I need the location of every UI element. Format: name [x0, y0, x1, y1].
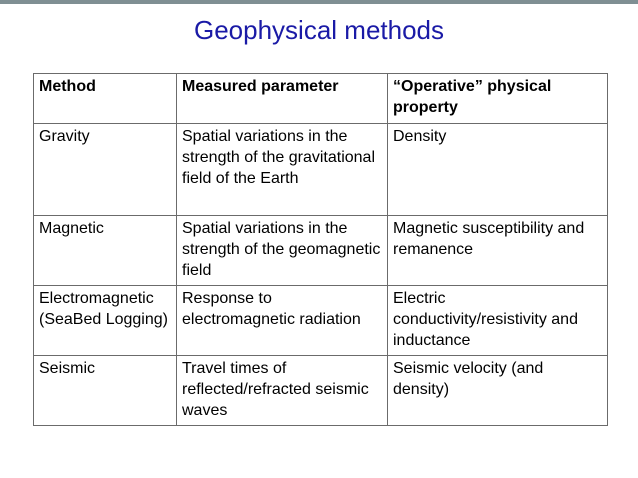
cell-method: Seismic	[34, 356, 177, 426]
table-row	[34, 286, 608, 356]
cell-parameter: Spatial variations in the strength of the geomagnetic field	[177, 216, 388, 286]
top-rule	[0, 0, 638, 4]
cell-property: Magnetic susceptibility and remanence	[388, 216, 608, 286]
cell-method: Gravity	[34, 124, 177, 216]
methods-table	[33, 73, 608, 426]
cell-parameter: Spatial variations in the strength of the gravitational field of the Earth	[177, 124, 388, 216]
table-row	[34, 356, 608, 426]
cell-property: Electric conductivity/resistivity and inductance	[388, 286, 608, 356]
table-row	[34, 216, 608, 286]
cell-property: Density	[388, 124, 608, 216]
cell-parameter: Response to electromagnetic radiation	[177, 286, 388, 356]
table-row	[34, 124, 608, 216]
header-operative-property: “Operative” physical property	[388, 74, 608, 124]
cell-parameter: Travel times of reflected/refracted seismic waves	[177, 356, 388, 426]
cell-method: Electromagnetic (SeaBed Logging)	[34, 286, 177, 356]
header-method: Method	[34, 74, 177, 124]
table-header-row	[34, 74, 608, 124]
header-measured-parameter: Measured parameter	[177, 74, 388, 124]
cell-method: Magnetic	[34, 216, 177, 286]
cell-property: Seismic velocity (and density)	[388, 356, 608, 426]
page-title: Geophysical methods	[193, 15, 445, 45]
